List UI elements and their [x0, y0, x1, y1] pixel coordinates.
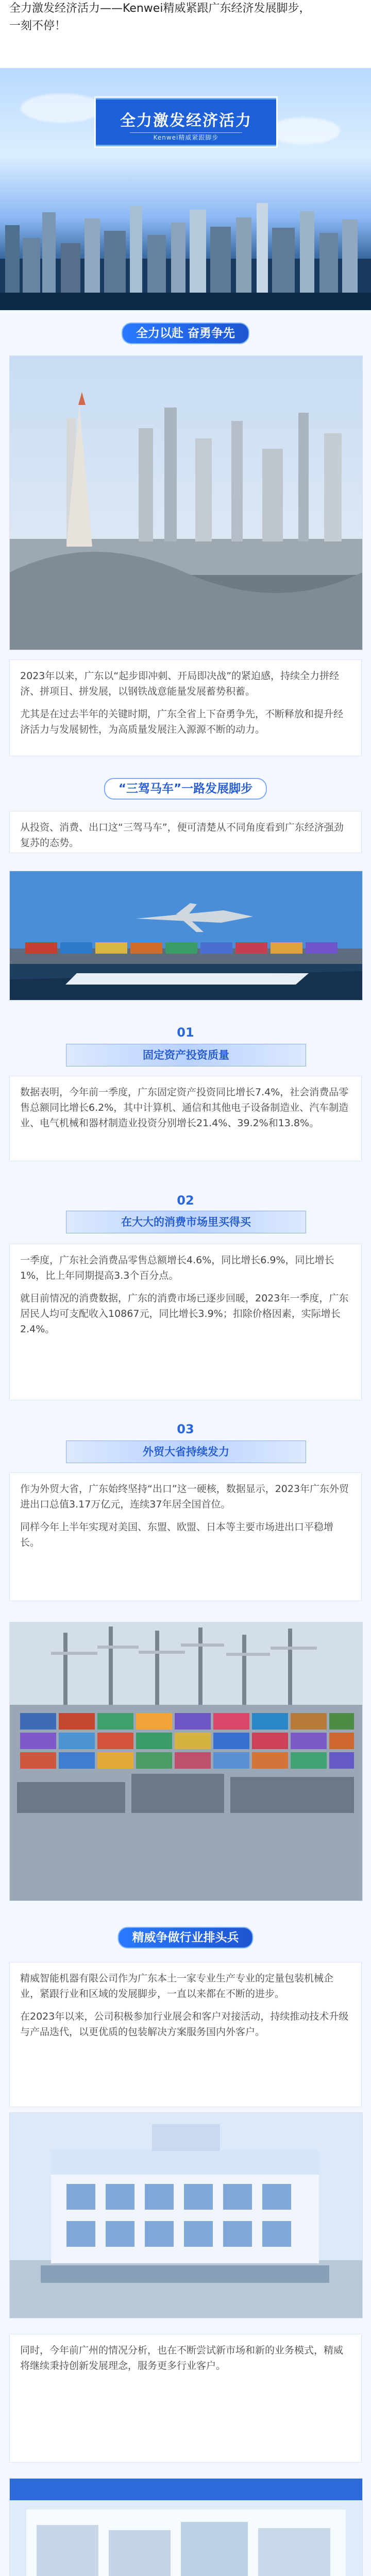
section-pill-3: 精威争做行业排头兵	[118, 1927, 254, 1948]
expo-image-1	[9, 2478, 363, 2576]
section2-intro	[9, 811, 362, 853]
item1-text	[9, 1076, 362, 1161]
item3-text	[9, 1472, 362, 1601]
item3-number: 03	[177, 1422, 194, 1436]
section3-paragraph-3: 同时，今年前广州的情况分析，也在不断尝试新市场和新的业务模式，精威将继续秉持创新发展理念，服务更多行业客户。	[20, 2345, 344, 2371]
item2-number: 02	[177, 1193, 194, 1208]
section1-paragraph-1: 2023年以来，广东以“起步即冲刺、开局即决战”的紧迫感，持续全力拼经济、拼项目、拼发展，以钢铁战意能量发展蓄势积蓄。	[20, 670, 340, 697]
factory-image	[9, 2112, 363, 2318]
cloud-shape	[21, 94, 103, 123]
item1-paragraph: 数据表明，今年前一季度，广东固定资产投资同比增长7.4%，社会消费品零售总额同比增长6.2%，其中计算机、通信和其他电子设备制造业、汽车制造业、电气机械和器材制造业投资分别增长21.4%、39.2%和13.8%。	[20, 1087, 349, 1129]
section3-text-1	[9, 1962, 362, 2107]
item2-paragraph-1: 一季度，广东社会消费品零售总额增长4.6%，同比增长6.9%，同比增长1%，比上年同期提高3.3个百分点。	[20, 1255, 334, 1281]
section3-text-2	[9, 2334, 362, 2463]
city-skyline-image	[0, 181, 371, 310]
hero-banner	[96, 98, 276, 146]
hero-section	[0, 68, 371, 310]
item3-topic: 外贸大省持续发力	[66, 1440, 306, 1463]
city-photo-1	[9, 355, 363, 650]
section1-paragraph-2: 尤其是在过去半年的关键时期，广东全省上下奋勇争先，不断释放和提升经济活力与发展韧性，为高质量发展注入源源不断的动力。	[20, 708, 344, 735]
item2-text	[9, 1244, 362, 1400]
item2-topic: 在大大的消费市场里买得买	[66, 1211, 306, 1233]
hero-title: 全力激发经济活力	[120, 112, 252, 130]
title-line-1: 全力激发经济活力——Kenwei精威紧跟广东经济发展脚步，	[9, 2, 311, 15]
item2-paragraph-2: 就目前情况的消费数据，广东的消费市场已逐步回暖，2023年一季度，广东居民人均可支配收入10867元，同比增长3.9%；扣除价格因素，实际增长2.4%。	[20, 1293, 349, 1335]
hero-subtitle: Kenwei精威紧跟脚步	[130, 132, 242, 142]
port-image	[9, 1622, 363, 1901]
item1-number: 01	[177, 1025, 194, 1040]
title-line-2: 一刻不停！	[9, 20, 66, 32]
section3-paragraph-2: 在2023年以来，公司积极参加行业展会和客户对接活动，持续推动技术升级与产品迭代，以更优质的包装解决方案服务国内外客户。	[20, 2011, 349, 2038]
section3-paragraph-1: 精威智能机器有限公司作为广东本土一家专业生产专业的定量包装机械企业，紧跟行业和区域的发展脚步，一直以来都在不断的进步。	[20, 1973, 334, 1999]
section-pill-2: “三驾马车”一路发展脚步	[104, 778, 267, 800]
section2-intro-text: 从投资、消费、出口这“三驾马车”，便可清楚从不同角度看到广东经济强劲复苏的态势。	[20, 822, 344, 849]
cloud-shape	[268, 117, 340, 144]
airplane-cargo-image	[9, 871, 363, 1001]
item3-paragraph-2: 同样今年上半年实现对美国、东盟、欧盟、日本等主要市场进出口平稳增长。	[20, 1521, 334, 1548]
section-pill-1: 全力以赴 奋勇争先	[122, 323, 249, 344]
item1-topic: 固定资产投资质量	[66, 1044, 306, 1066]
item3-paragraph-1: 作为外贸大省，广东始终坚持“出口”这一硬核，数据显示，2023年广东外贸进出口总值3.17万亿元，连续37年居全国首位。	[20, 1483, 349, 1510]
section1-text	[9, 659, 362, 756]
page-heading	[0, 0, 371, 68]
